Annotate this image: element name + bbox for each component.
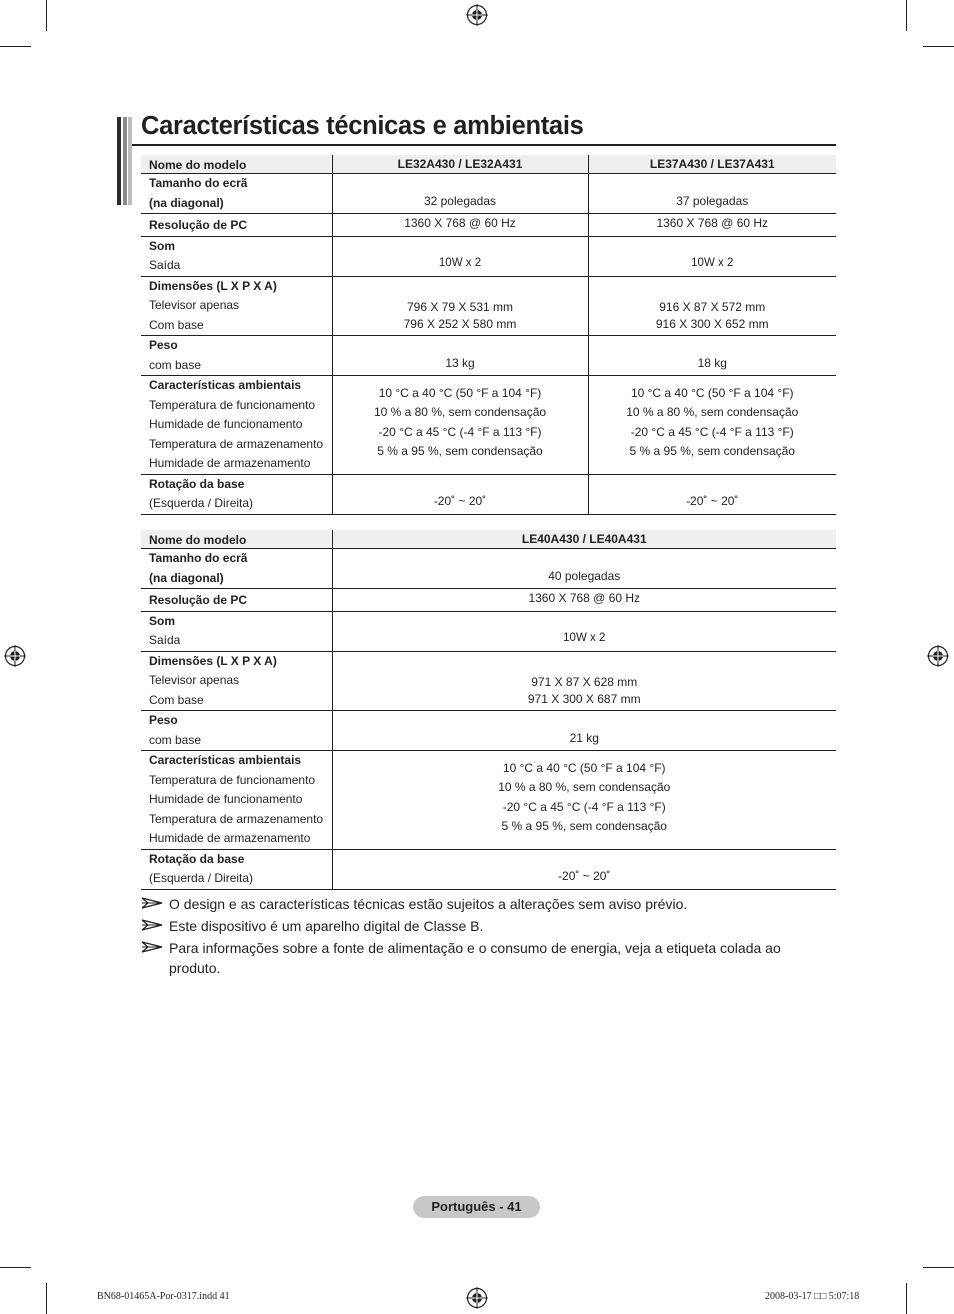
- value-text: 37 polegadas: [676, 193, 749, 208]
- row-label: Características ambientais: [149, 753, 302, 767]
- value-text: 5 % a 95 %, sem condensação: [377, 444, 543, 458]
- value-text: 796 X 252 X 580 mm: [403, 317, 517, 331]
- value-text: 10 % a 80 %, sem condensação: [626, 405, 799, 419]
- value-cell-col2: [588, 174, 836, 214]
- row-label: Som: [149, 238, 176, 253]
- value-cell-col1: [332, 549, 836, 589]
- table-row: [141, 474, 836, 514]
- value-text: 5 % a 95 %, sem condensação: [501, 819, 667, 833]
- row-label: Temperatura de funcionamento: [149, 397, 316, 412]
- row-label: Temperatura de funcionamento: [149, 772, 316, 787]
- title-rule: [132, 144, 836, 146]
- row-label: Humidade de funcionamento: [149, 792, 303, 806]
- row-label: (na diagonal): [149, 195, 224, 210]
- value-cell-col2: [588, 276, 836, 336]
- row-label: Com base: [149, 317, 204, 332]
- row-label: com base: [149, 357, 202, 372]
- value-text: 10 °C a 40 °C (50 °F a 104 °F): [378, 385, 542, 400]
- row-label-cell: [141, 589, 332, 612]
- value-text: 10W x 2: [438, 257, 482, 269]
- row-label-cell: [141, 549, 332, 589]
- row-label: (na diagonal): [149, 570, 224, 585]
- value-cell-col2: [588, 214, 836, 237]
- value-cell-col2: [588, 336, 836, 376]
- row-label-cell: [141, 711, 332, 751]
- model-name-label: Nome do modelo: [141, 155, 332, 174]
- row-label-cell: [141, 376, 332, 475]
- table-row: [141, 376, 836, 475]
- model-name-label: Nome do modelo: [141, 530, 332, 549]
- row-label: (Esquerda / Direita): [149, 496, 254, 510]
- notes-list: [141, 894, 831, 980]
- model-name-col2: LE37A430 / LE37A431: [588, 155, 836, 174]
- table-row: [141, 589, 836, 612]
- table-row: [141, 174, 836, 214]
- crop-mark: [906, 0, 907, 31]
- value-text: -20˚ ~ 20˚: [558, 869, 611, 883]
- row-label: (Esquerda / Direita): [149, 871, 254, 885]
- spec-table-2: [141, 530, 836, 890]
- row-label: Tamanho do ecrã: [149, 551, 248, 565]
- row-label: Humidade de armazenamento: [149, 456, 311, 470]
- table-row: [141, 236, 836, 276]
- table-row: [141, 611, 836, 651]
- row-label: Características ambientais: [149, 378, 302, 392]
- row-label: Saída: [149, 633, 181, 647]
- value-text: 796 X 79 X 531 mm: [406, 300, 514, 314]
- value-text: 916 X 300 X 652 mm: [655, 317, 769, 331]
- value-text: -20 °C a 45 °C (-4 °F a 113 °F): [502, 799, 666, 814]
- value-text: 1360 X 768 @ 60 Hz: [656, 216, 769, 230]
- note-text: Este dispositivo é um aparelho digital de Classe B.: [169, 918, 484, 934]
- note-text: O design e as características técnicas estão sujeitos a alterações sem aviso prévio.: [169, 896, 688, 912]
- row-label-cell: [141, 849, 332, 889]
- value-cell-col2: [588, 474, 836, 514]
- value-text: -20˚ ~ 20˚: [686, 494, 739, 508]
- row-label-cell: [141, 174, 332, 214]
- registration-mark-icon: [466, 1287, 488, 1309]
- value-cell-col2: [588, 236, 836, 276]
- value-text: 10 % a 80 %, sem condensação: [498, 780, 671, 794]
- value-text: 1360 X 768 @ 60 Hz: [528, 591, 641, 605]
- row-label-cell: [141, 214, 332, 237]
- row-label: Televisor apenas: [149, 298, 240, 312]
- row-label: Som: [149, 613, 176, 628]
- row-label: Peso: [149, 713, 178, 727]
- registration-mark-icon: [466, 4, 488, 26]
- value-text: 13 kg: [445, 355, 475, 370]
- value-text: 916 X 87 X 572 mm: [659, 300, 766, 314]
- table-row: [141, 711, 836, 751]
- row-label-cell: [141, 611, 332, 651]
- value-text: 10 % a 80 %, sem condensação: [373, 405, 547, 419]
- value-text: 10 °C a 40 °C (50 °F a 104 °F): [502, 760, 666, 775]
- row-label: Peso: [149, 338, 178, 352]
- crop-mark: [923, 46, 954, 47]
- value-text: 21 kg: [569, 730, 599, 745]
- footer-file-info: BN68-01465A-Por-0317.indd 41: [97, 1291, 230, 1302]
- value-text: 5 % a 95 %, sem condensação: [629, 444, 795, 458]
- row-label: com base: [149, 732, 202, 747]
- row-label: Tamanho do ecrã: [149, 176, 248, 190]
- value-text: -20 °C a 45 °C (-4 °F a 113 °F): [378, 424, 542, 439]
- row-label: Saída: [149, 258, 181, 272]
- table-row: [141, 276, 836, 336]
- note-text: Para informações sobre a fonte de alimentação e o consumo de energia, veja a etiqueta colada ao produto.: [169, 940, 781, 976]
- registration-mark-icon: [927, 645, 949, 667]
- row-label-cell: [141, 651, 332, 711]
- row-label: Rotação da base: [149, 476, 245, 491]
- value-cell-col1: [332, 376, 588, 475]
- value-text: 10W x 2: [691, 257, 734, 269]
- row-label: Temperatura de armazenamento: [149, 811, 324, 826]
- value-text: 40 polegadas: [548, 568, 621, 583]
- registration-mark-icon: [4, 645, 26, 667]
- model-name-col1: LE40A430 / LE40A431: [332, 530, 836, 549]
- crop-mark: [0, 46, 31, 47]
- value-cell-col1: [332, 336, 588, 376]
- row-label-cell: [141, 751, 332, 850]
- table-row: [141, 651, 836, 711]
- note-item: [141, 916, 831, 936]
- value-cell-col2: [588, 376, 836, 475]
- row-label: Resolução de PC: [149, 593, 248, 607]
- note-arrow-icon: [141, 941, 163, 953]
- value-cell-col1: [332, 174, 588, 214]
- value-cell-col1: [332, 611, 836, 651]
- value-cell-col1: [332, 711, 836, 751]
- table-row: [141, 751, 836, 850]
- crop-mark: [906, 1283, 907, 1314]
- table-row: [141, 336, 836, 376]
- value-cell-col1: [332, 276, 588, 336]
- value-text: 1360 X 768 @ 60 Hz: [404, 216, 516, 230]
- crop-mark: [923, 1267, 954, 1268]
- table-row: [141, 549, 836, 589]
- value-text: 971 X 87 X 628 mm: [531, 675, 638, 689]
- row-label: Televisor apenas: [149, 673, 240, 687]
- table-header-row: [141, 155, 836, 174]
- value-cell-col1: [332, 236, 588, 276]
- row-label: Humidade de armazenamento: [149, 831, 311, 845]
- value-cell-col1: [332, 849, 836, 889]
- value-text: -20˚ ~ 20˚: [433, 494, 487, 508]
- page-number-label: Português - 41: [413, 1196, 540, 1218]
- row-label: Resolução de PC: [149, 218, 248, 232]
- row-label-cell: [141, 236, 332, 276]
- model-name-col1: LE32A430 / LE32A431: [332, 155, 588, 174]
- row-label: Com base: [149, 692, 204, 707]
- note-item: [141, 894, 831, 914]
- value-cell-col1: [332, 589, 836, 612]
- value-cell-col1: [332, 651, 836, 711]
- table-row: [141, 214, 836, 237]
- row-label: Rotação da base: [149, 851, 245, 866]
- crop-mark: [46, 0, 47, 31]
- title-decoration-bar: [117, 117, 132, 205]
- row-label-cell: [141, 474, 332, 514]
- row-label: Temperatura de armazenamento: [149, 436, 324, 451]
- note-arrow-icon: [141, 897, 163, 909]
- row-label-cell: [141, 336, 332, 376]
- row-label: Humidade de funcionamento: [149, 417, 303, 431]
- value-text: 32 polegadas: [423, 193, 497, 208]
- value-text: -20 °C a 45 °C (-4 °F a 113 °F): [630, 424, 794, 439]
- value-text: 10 °C a 40 °C (50 °F a 104 °F): [630, 385, 794, 400]
- footer-datetime: 2008-03-17 □□ 5:07:18: [765, 1291, 860, 1302]
- value-text: 18 kg: [697, 355, 727, 370]
- note-item: [141, 938, 831, 978]
- value-cell-col1: [332, 474, 588, 514]
- crop-mark: [46, 1283, 47, 1314]
- value-cell-col1: [332, 751, 836, 850]
- page-title: Características técnicas e ambientais: [141, 112, 584, 140]
- row-label: Dimensões (L X P X A): [149, 653, 277, 668]
- table-header-row: [141, 530, 836, 549]
- value-cell-col1: [332, 214, 588, 237]
- row-label: Dimensões (L X P X A): [149, 278, 277, 293]
- value-text: 10W x 2: [563, 632, 606, 644]
- note-arrow-icon: [141, 919, 163, 931]
- value-text: 971 X 300 X 687 mm: [527, 692, 641, 706]
- row-label-cell: [141, 276, 332, 336]
- crop-mark: [0, 1267, 31, 1268]
- table-row: [141, 849, 836, 889]
- spec-table-1: [141, 155, 836, 515]
